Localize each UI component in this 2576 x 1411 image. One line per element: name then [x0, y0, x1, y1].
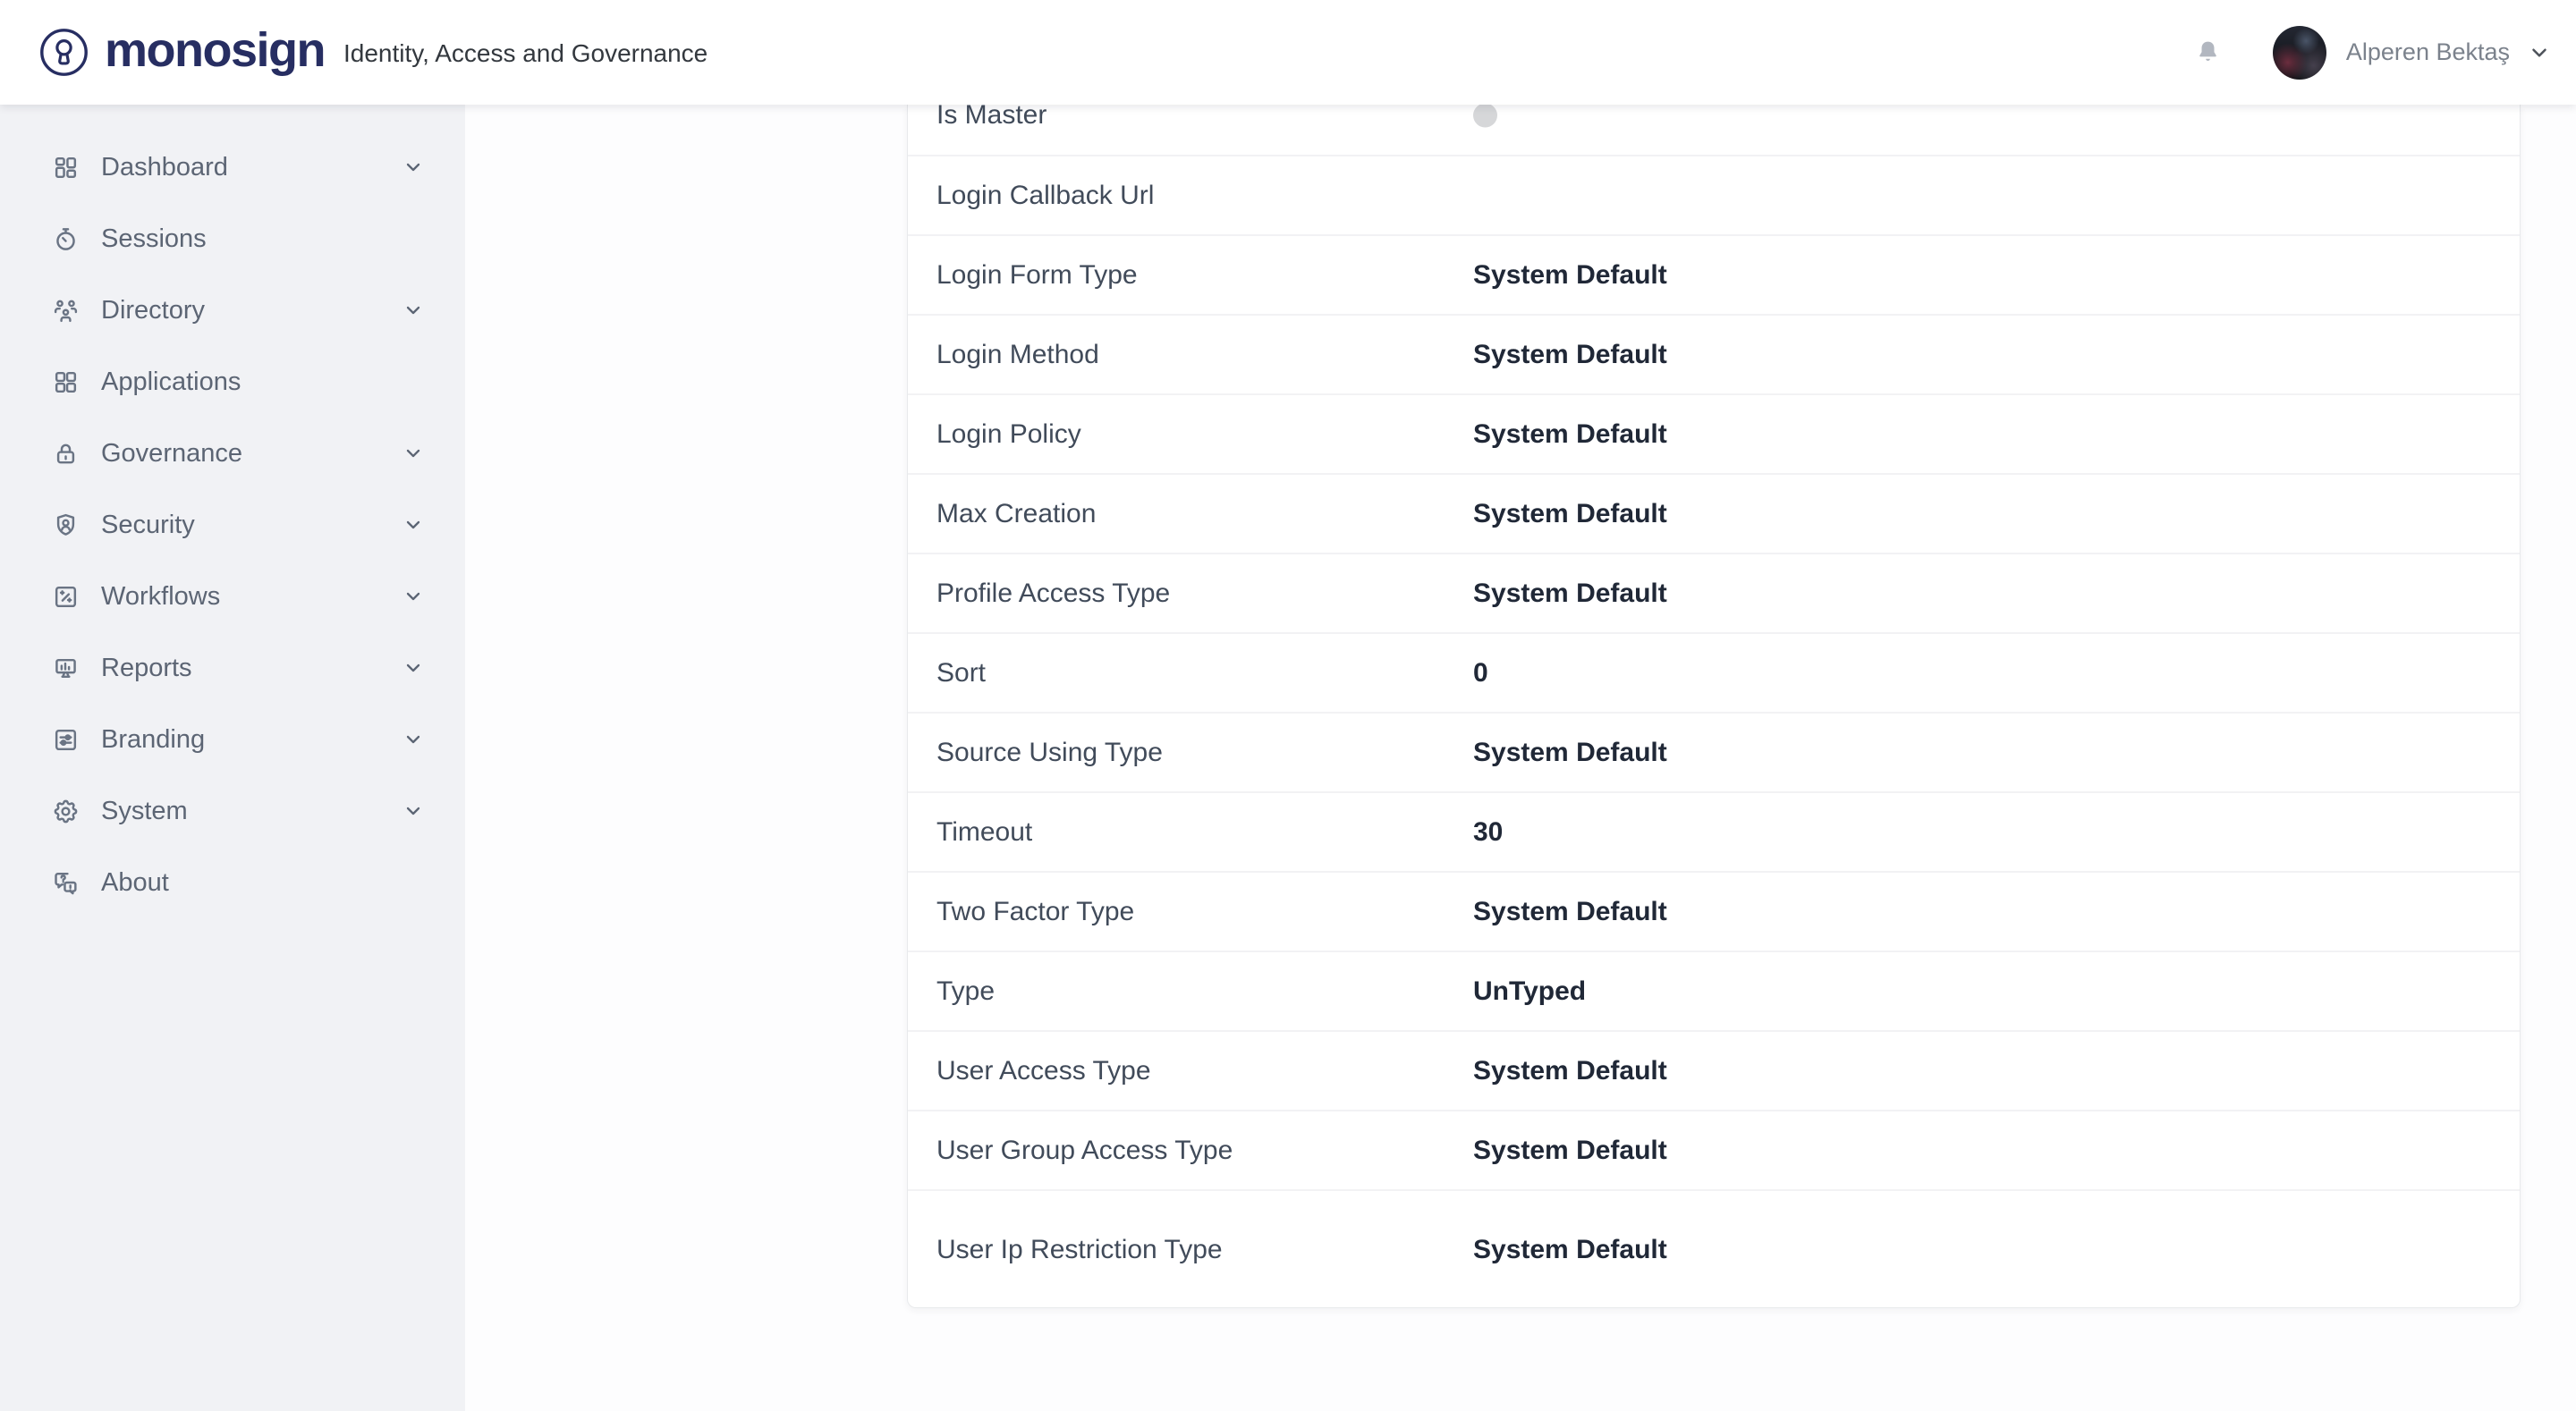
table-row [908, 236, 2520, 316]
table-row [908, 475, 2520, 554]
setting-label: Max Creation [936, 498, 1097, 528]
sidebar-item-label: Directory [101, 295, 206, 325]
gear-icon [52, 798, 80, 825]
table-row [908, 1111, 2520, 1191]
table-row [908, 395, 2520, 475]
setting-label: Profile Access Type [936, 578, 1171, 608]
sidebar-item-dashboard[interactable] [0, 131, 465, 203]
sidebar-item-label: About [101, 867, 169, 897]
setting-label: Login Callback Url [936, 180, 1155, 210]
sidebar-item-workflows[interactable] [0, 561, 465, 632]
app-tagline: Identity, Access and Governance [343, 38, 708, 67]
monosign-keyhole-icon [38, 27, 89, 78]
sidebar-nav [0, 105, 465, 1411]
wand-box-icon [52, 583, 80, 611]
sidebar-item-label: Governance [101, 438, 242, 468]
sidebar-item-governance[interactable] [0, 418, 465, 489]
setting-label: Two Factor Type [936, 896, 1135, 926]
setting-value: UnTyped [1473, 976, 1587, 1006]
setting-label: User Ip Restriction Type [936, 1234, 1223, 1264]
sidebar-item-label: Reports [101, 653, 192, 682]
sidebar-item-directory[interactable] [0, 275, 465, 346]
setting-value: System Default [1473, 737, 1667, 767]
user-avatar[interactable] [2273, 26, 2326, 80]
stopwatch-icon [52, 225, 80, 253]
setting-label: Source Using Type [936, 737, 1163, 767]
chevron-down-icon [402, 514, 424, 536]
setting-label: Login Method [936, 339, 1099, 369]
table-row [908, 634, 2520, 714]
application-settings-card [907, 105, 2521, 1308]
user-menu-chevron-down-icon[interactable] [2528, 41, 2551, 64]
sidebar-item-branding[interactable] [0, 704, 465, 775]
dashboard-icon [52, 154, 80, 182]
table-row [908, 1032, 2520, 1111]
brand-logo[interactable] [38, 22, 325, 80]
sidebar-item-reports[interactable] [0, 632, 465, 704]
shield-user-icon [52, 511, 80, 539]
brand-name: monosign [105, 22, 325, 77]
setting-label: User Access Type [936, 1055, 1151, 1086]
chevron-down-icon [402, 443, 424, 464]
setting-label: Login Form Type [936, 259, 1138, 290]
setting-label: Sort [936, 657, 987, 688]
table-row [908, 793, 2520, 873]
sidebar-item-label: Security [101, 510, 195, 539]
setting-value: System Default [1473, 1135, 1667, 1165]
lock-icon [52, 440, 80, 468]
table-row [908, 952, 2520, 1032]
table-row [908, 316, 2520, 395]
chevron-down-icon [402, 300, 424, 321]
chevron-down-icon [402, 800, 424, 822]
setting-label: Login Policy [936, 418, 1081, 449]
sidebar-item-label: Dashboard [101, 152, 228, 182]
sliders-box-icon [52, 726, 80, 754]
table-row [908, 105, 2520, 156]
user-name[interactable]: Alperen Bektaş [2345, 38, 2510, 65]
setting-label: Is Master [936, 105, 1047, 130]
setting-value: System Default [1473, 896, 1667, 926]
table-row [908, 156, 2520, 236]
setting-value: System Default [1473, 1055, 1667, 1086]
setting-value: System Default [1473, 418, 1667, 449]
chevron-down-icon [402, 156, 424, 178]
setting-value: System Default [1473, 339, 1667, 369]
is-master-toggle[interactable] [1473, 105, 1497, 128]
chat-help-icon [52, 869, 80, 897]
sidebar-item-security[interactable] [0, 489, 465, 561]
setting-label: Timeout [936, 816, 1033, 847]
chevron-down-icon [402, 586, 424, 607]
table-row [908, 1191, 2520, 1308]
setting-value: System Default [1473, 259, 1667, 290]
setting-label: User Group Access Type [936, 1135, 1233, 1165]
apps-grid-icon [52, 368, 80, 396]
table-row [908, 554, 2520, 634]
setting-label: Type [936, 976, 996, 1006]
sidebar-item-label: Sessions [101, 224, 207, 253]
users-group-icon [52, 297, 80, 325]
sidebar-item-about[interactable] [0, 847, 465, 918]
notifications-bell-icon[interactable] [2194, 37, 2222, 68]
header-right-cluster [2194, 26, 2551, 80]
table-row [908, 714, 2520, 793]
sidebar-item-label: System [101, 796, 188, 825]
sidebar-item-label: Workflows [101, 581, 221, 611]
sidebar-item-label: Applications [101, 367, 242, 396]
sidebar-item-applications[interactable] [0, 346, 465, 418]
setting-value: System Default [1473, 578, 1667, 608]
setting-value: System Default [1473, 498, 1667, 528]
chevron-down-icon [402, 657, 424, 679]
setting-value: 30 [1473, 816, 1504, 847]
sidebar-item-system[interactable] [0, 775, 465, 847]
monitor-chart-icon [52, 655, 80, 682]
sidebar-item-sessions[interactable] [0, 203, 465, 275]
top-header [0, 0, 2576, 105]
table-row [908, 873, 2520, 952]
setting-value: 0 [1473, 657, 1488, 688]
sidebar-item-label: Branding [101, 724, 206, 754]
main-content [465, 105, 2576, 1411]
chevron-down-icon [402, 729, 424, 750]
setting-value: System Default [1473, 1234, 1667, 1264]
